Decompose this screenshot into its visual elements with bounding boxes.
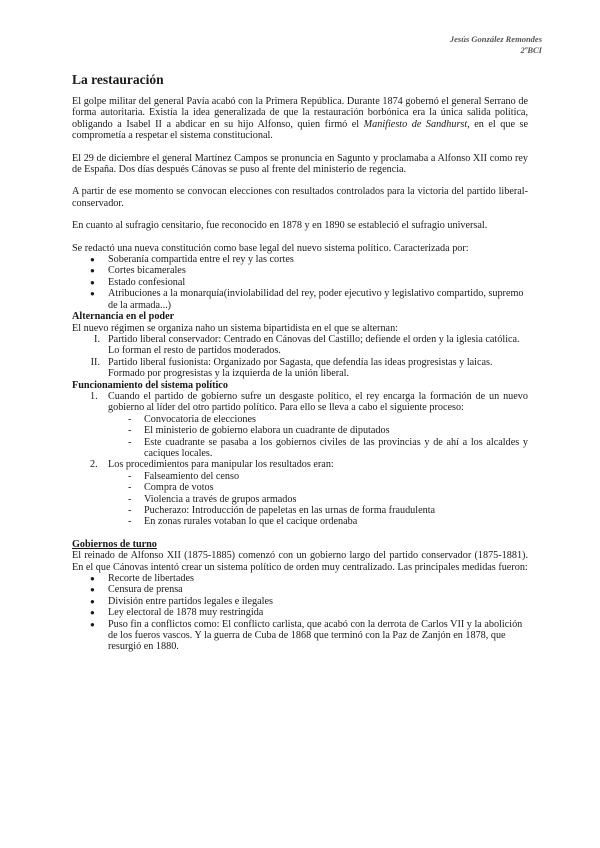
list-item: - Falseamiento del censo	[108, 471, 528, 482]
intro-paragraph-2: El 29 de diciembre el general Martínez Campos se pronuncia en Sagunto y proclamaba a Alfonso XII como rey de España. Dos días después Cánovas se puso al frente del ministerio de regencia.	[72, 152, 528, 176]
constitution-features-list	[72, 254, 528, 311]
list-item: - Violencia a través de grupos armados	[108, 494, 528, 505]
list-item: ● Ley electoral de 1878 muy restringida	[72, 607, 528, 618]
list-number: 2.	[90, 459, 98, 471]
intro-paragraph-3: A partir de ese momento se convocan elecciones con resultados controlados para la victoria del partido liberal-conservador.	[72, 186, 528, 209]
course-label: 2ºBCI	[520, 45, 542, 55]
list-item-text: Los procedimientos para manipular los resultados eran:	[108, 459, 334, 471]
parties-list	[72, 334, 528, 380]
process-steps-list	[108, 414, 528, 460]
list-item: ● Cortes bicamerales	[72, 265, 528, 276]
list-item: - En zonas rurales votaban lo que el cacique ordenaba	[108, 516, 528, 527]
measures-list	[72, 573, 528, 653]
section-heading-alternancia: Alternancia en el poder	[72, 311, 175, 323]
list-item: - Este cuadrante se pasaba a los gobiernos civiles de las provincias y de ahí a los alcaldes y caciques locales.	[108, 437, 528, 460]
intro-p1-tail: , en el que se comprometía a respetar el sistema constitucional.	[72, 118, 529, 142]
funcionamiento-list	[72, 391, 528, 528]
list-item	[72, 459, 528, 527]
list-number: II.	[90, 356, 100, 368]
list-item: ● Estado confesional	[72, 277, 528, 288]
list-item-text: Partido liberal conservador: Centrado en Cánovas del Castillo; defiende el orden y la iglesia católica. Lo forman el resto de partidos moderados.	[108, 333, 520, 357]
manipulation-methods-list	[108, 471, 528, 528]
document-title: La restauración	[72, 72, 164, 87]
manifesto-title: Manifiesto de Sandhurst	[363, 118, 468, 130]
intro-paragraph-1	[72, 96, 528, 142]
section-heading-funcionamiento: Funcionamiento del sistema político	[72, 379, 228, 391]
list-item-text: Partido liberal fusionista: Organizado por Sagasta, que defendía las ideas progresistas y laicas. Formado por progresistas y la izquierda de la unión liberal.	[108, 356, 493, 380]
intro-paragraph-5: Se redactó una nueva constitución como base legal del nuevo sistema político. Caracterizada por:	[72, 242, 469, 254]
author-name: Jesús González Remondes	[449, 34, 542, 44]
list-item: ● Censura de prensa	[72, 584, 528, 595]
list-item	[72, 357, 528, 380]
intro-p1-text: El golpe militar del general Pavía acabó con la Primera República. Durante 1874 gobernó el general Serrano de forma autoritaria. Existía la idea generalizada de que la restauración borbónica era la única salida política, obligando a Isabel II a abdicar en su hijo Alfonso, quien firmó el	[72, 96, 528, 130]
list-number: 1.	[90, 390, 98, 402]
document-body	[72, 96, 528, 653]
list-item: - Pucherazo: Introducción de papeletas en las urnas de forma fraudulenta	[108, 505, 528, 516]
section-heading-gobiernos: Gobiernos de turno	[72, 538, 157, 550]
list-item	[72, 334, 528, 357]
list-item: ● Puso fin a conflictos como: El conflicto carlista, que acabó con la derrota de Carlos VII y la abolición de los fueros vascos. Y la guerra de Cuba de 1868 que terminó con la Paz de Zanjón en 1878, que resurgió en 1880.	[72, 619, 528, 653]
list-item	[72, 391, 528, 459]
alternancia-intro: El nuevo régimen se organiza naho un sistema bipartidista en el que se alternan:	[72, 322, 398, 334]
list-item: - El ministerio de gobierno elabora un cuadrante de diputados	[108, 425, 528, 436]
list-item: ● Atribuciones a la monarquía(inviolabilidad del rey, poder ejecutivo y legislativo compartido, supremo de la armada...)	[72, 288, 528, 311]
list-item: ● Recorte de libertades	[72, 573, 528, 584]
page-header	[450, 34, 542, 56]
list-item: - Convocatoria de elecciones	[108, 414, 528, 425]
list-item-text: Cuando el partido de gobierno sufre un desgaste político, el rey encarga la formación de un nuevo gobierno al líder del otro partido político. Para ello se lleva a cabo el siguiente proceso:	[108, 390, 528, 414]
intro-paragraph-4: En cuanto al sufragio censitario, fue reconocido en 1878 y en 1890 se estableció el sufragio universal.	[72, 220, 488, 232]
gobiernos-intro: El reinado de Alfonso XII (1875-1885) comenzó con un gobierno largo del partido conservador (1875-1881). En el que Cánovas intentó crear un sistema político de orden muy centralizado. Las principales medidas fueron:	[72, 550, 528, 573]
list-number: I.	[94, 333, 100, 345]
list-item: ● Soberanía compartida entre el rey y las cortes	[72, 254, 528, 265]
list-item: - Compra de votos	[108, 482, 528, 493]
list-item: ● División entre partidos legales e ilegales	[72, 596, 528, 607]
